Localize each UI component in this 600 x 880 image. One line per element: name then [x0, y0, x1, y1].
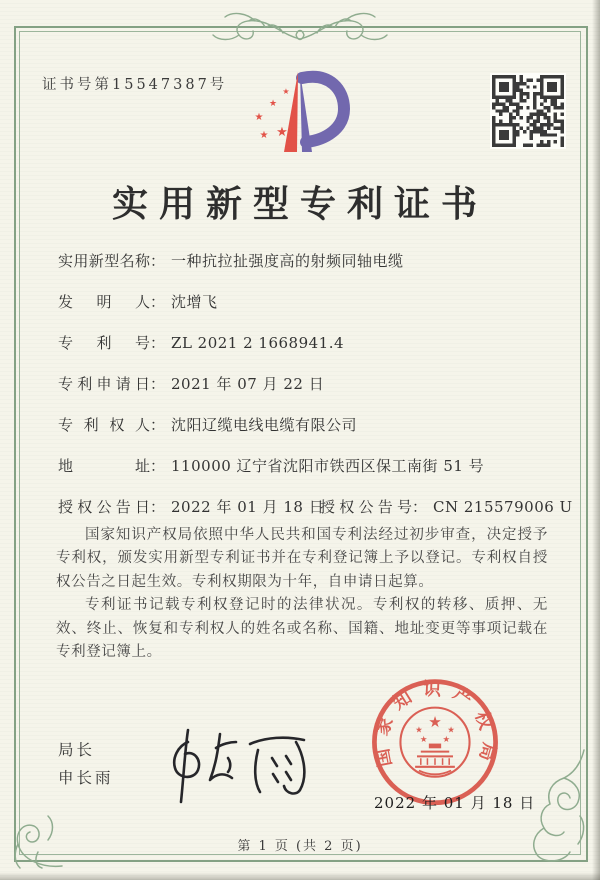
field-value-grant-date: 2022 年 01 月 18 日	[171, 498, 325, 516]
field-label: 专利申请日	[58, 375, 150, 393]
cnipa-logo-icon	[236, 62, 364, 166]
field-row-inventor	[58, 291, 548, 332]
svg-text:★: ★	[447, 725, 455, 736]
field-colon: ：	[150, 416, 166, 434]
qr-code	[490, 73, 566, 149]
field-value-filing-date: 2021 年 07 月 22 日	[171, 375, 325, 393]
field-label: 授权公告号	[320, 498, 412, 516]
legal-text	[56, 524, 548, 665]
field-value-grant-number: CN 215579006 U	[433, 498, 573, 516]
seal-emblem-stars	[415, 713, 455, 745]
field-label: 专利号	[58, 334, 150, 352]
field-value-patent-number: ZL 2021 2 1668941.4	[171, 334, 345, 352]
field-label: 实用新型名称	[58, 252, 150, 270]
signature-handwriting	[158, 724, 318, 808]
field-label: 专利权人	[58, 416, 150, 434]
field-colon: ：	[150, 498, 166, 516]
svg-text:★: ★	[268, 99, 278, 109]
field-row-address	[58, 455, 548, 496]
field-row-name	[58, 250, 548, 291]
svg-text:★: ★	[276, 125, 288, 140]
svg-text:★: ★	[259, 130, 269, 141]
field-row-patent-number	[58, 332, 548, 373]
legal-paragraph-1: 国家知识产权局依照中华人民共和国专利法经过初步审查，决定授予专利权，颁发实用新型专利证书并在专利登记簿上予以登记。专利权自授权公告之日起生效。专利权期限为十年，自申请日起算。	[56, 527, 548, 590]
field-colon: ：	[150, 457, 166, 475]
svg-text:★: ★	[428, 713, 442, 732]
legal-paragraph-2: 专利证书记载专利权登记时的法律状况。专利权的转移、质押、无效、终止、恢复和专利权人的姓名或名称、国籍、地址变更等事项记载在专利登记簿上。	[56, 597, 548, 661]
field-value-utility-model-name: 一种抗拉扯强度高的射频同轴电缆	[171, 252, 404, 270]
field-value-address: 110000 辽宁省沈阳市铁西区保工南街 51 号	[171, 457, 485, 475]
field-row-filing-date	[58, 373, 548, 414]
field-row-patentee	[58, 414, 548, 455]
field-value-inventor: 沈增飞	[171, 293, 218, 311]
certificate-title: 实用新型专利证书	[111, 183, 488, 225]
svg-text:★: ★	[419, 735, 428, 746]
certificate-fields	[58, 250, 573, 537]
scan-edge-shadow-bottom	[0, 872, 600, 880]
field-value-patentee: 沈阳辽缆电线电缆有限公司	[171, 416, 358, 434]
signer-title: 局长	[58, 741, 96, 759]
field-colon: ：	[150, 252, 166, 270]
svg-text:★: ★	[442, 735, 451, 746]
field-colon: ：	[150, 293, 166, 311]
seal-emblem-gate	[415, 744, 455, 774]
field-label: 授权公告日	[58, 498, 150, 516]
grant-number-pair	[320, 496, 573, 517]
page-number: 第 1 页 (共 2 页)	[237, 839, 363, 854]
seal-date: 2022 年 01 月 18 日	[374, 794, 536, 812]
signer-name: 申长雨	[58, 769, 114, 787]
svg-text:★: ★	[282, 87, 290, 96]
field-colon: ：	[150, 334, 166, 352]
scan-edge-shadow-right	[592, 0, 600, 880]
field-colon: ：	[412, 498, 428, 516]
svg-text:★: ★	[254, 112, 264, 123]
seal-ring-text: 国家知识产权局	[370, 678, 500, 774]
svg-text:★: ★	[415, 725, 423, 736]
certificate-number: 证书号第15547387号	[42, 77, 228, 93]
field-colon: ：	[150, 375, 166, 393]
field-label: 发明人	[58, 293, 150, 311]
field-label: 地址	[58, 457, 150, 475]
